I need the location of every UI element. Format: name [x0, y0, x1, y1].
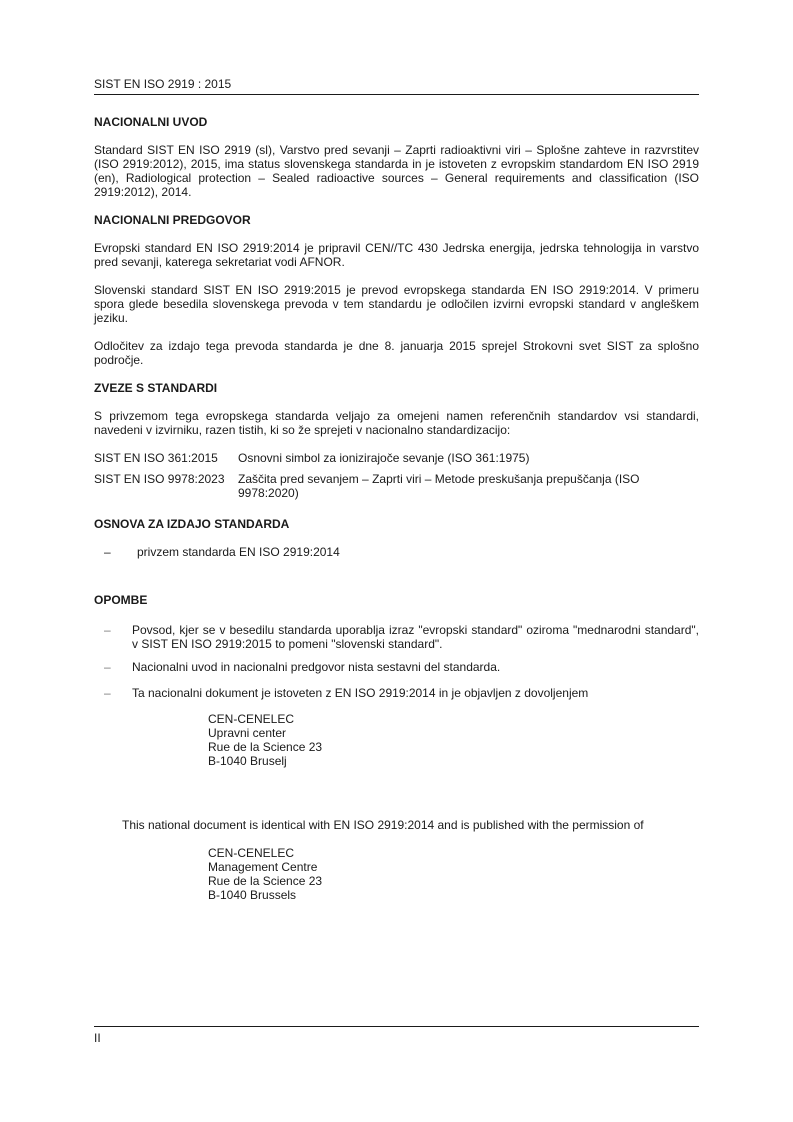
header-rule [94, 94, 699, 95]
reference-title: Osnovni simbol za ionizirajoče sevanje (ISO 361:1975) [238, 451, 530, 465]
page-number: II [94, 1031, 101, 1045]
reference-title: Zaščita pred sevanjem – Zaprti viri – Metode preskušanja prepuščanja (ISO 9978:2020) [238, 472, 640, 500]
page-content [94, 115, 699, 902]
address-line: CEN-CENELEC [208, 846, 295, 860]
address-block-en [208, 846, 699, 902]
address-line: B-1040 Bruselj [208, 754, 287, 768]
zveze-intro: S privzemom tega evropskega standarda veljajo za omejeni namen referenčnih standardov vsi standardi, navedeni v izvirniku, razen tistih, ki so že sprejeti v nacionalno standardizacijo: [94, 409, 699, 437]
heading-zveze-s-standardi: ZVEZE S STANDARDI [94, 381, 218, 395]
address-line: Rue de la Science 23 [208, 740, 323, 754]
note-item [94, 660, 699, 674]
predgovor-paragraph: Slovenski standard SIST EN ISO 2919:2015 je prevod evropskega standarda EN ISO 2919:2014. V primeru spora glede besedila slovenskega prevoda v tem standardu je odločilen izvirni evropski standard v angleškem jeziku. [94, 283, 699, 325]
reference-code: SIST EN ISO 9978:2023 [94, 472, 225, 486]
note-item [94, 686, 699, 700]
english-permission-note: This national document is identical with EN ISO 2919:2014 and is published with the permission of [122, 818, 644, 832]
address-line: B-1040 Brussels [208, 888, 297, 902]
nacionalni-uvod-text: Standard SIST EN ISO 2919 (sl), Varstvo pred sevanji – Zaprti radioaktivni viri – Splošne zahteve in razvrstitev (ISO 2919:2012), 2015, ima status slovenskega standarda in je istoveten z evropskim standardom EN ISO 2919 (en), Radiological protection – Sealed radioactive sources – General requirements and classification (ISO 2919:2012), 2014. [94, 143, 699, 199]
footer-rule [94, 1026, 699, 1027]
note-text: Ta nacionalni dokument je istoveten z EN ISO 2919:2014 in je objavljen z dovoljenjem [132, 686, 589, 700]
reference-row [94, 451, 699, 465]
note-text: Povsod, kjer se v besedilu standarda uporablja izraz "evropski standard" oziroma "mednarodni standard", v SIST EN ISO 2919:2015 to pomeni "slovenski standard". [132, 623, 699, 651]
predgovor-paragraph: Evropski standard EN ISO 2919:2014 je pripravil CEN//TC 430 Jedrska energija, jedrska tehnologija in varstvo pred sevanji, katerega sekretariat vodi AFNOR. [94, 241, 699, 269]
note-item [94, 623, 699, 651]
note-text: Nacionalni uvod in nacionalni predgovor nista sestavni del standarda. [132, 660, 501, 674]
address-line: Management Centre [208, 860, 318, 874]
dash-bullet: – [104, 545, 111, 559]
address-line: CEN-CENELEC [208, 712, 295, 726]
dash-bullet: – [104, 623, 111, 637]
predgovor-paragraph: Odločitev za izdajo tega prevoda standarda je dne 8. januarja 2015 sprejel Strokovni svet SIST za splošno področje. [94, 339, 699, 367]
document-header-id: SIST EN ISO 2919 : 2015 [94, 77, 232, 91]
reference-row [94, 472, 699, 500]
heading-osnova: OSNOVA ZA IZDAJO STANDARDA [94, 517, 290, 531]
address-block-sl [208, 712, 699, 768]
heading-nacionalni-uvod: NACIONALNI UVOD [94, 115, 208, 129]
reference-code: SIST EN ISO 361:2015 [94, 451, 218, 465]
list-item [94, 545, 699, 559]
osnova-item: privzem standarda EN ISO 2919:2014 [137, 545, 340, 559]
heading-nacionalni-predgovor: NACIONALNI PREDGOVOR [94, 213, 251, 227]
dash-bullet: – [104, 660, 111, 674]
dash-bullet: – [104, 686, 111, 700]
heading-opombe: OPOMBE [94, 593, 148, 607]
address-line: Rue de la Science 23 [208, 874, 323, 888]
address-line: Upravni center [208, 726, 287, 740]
